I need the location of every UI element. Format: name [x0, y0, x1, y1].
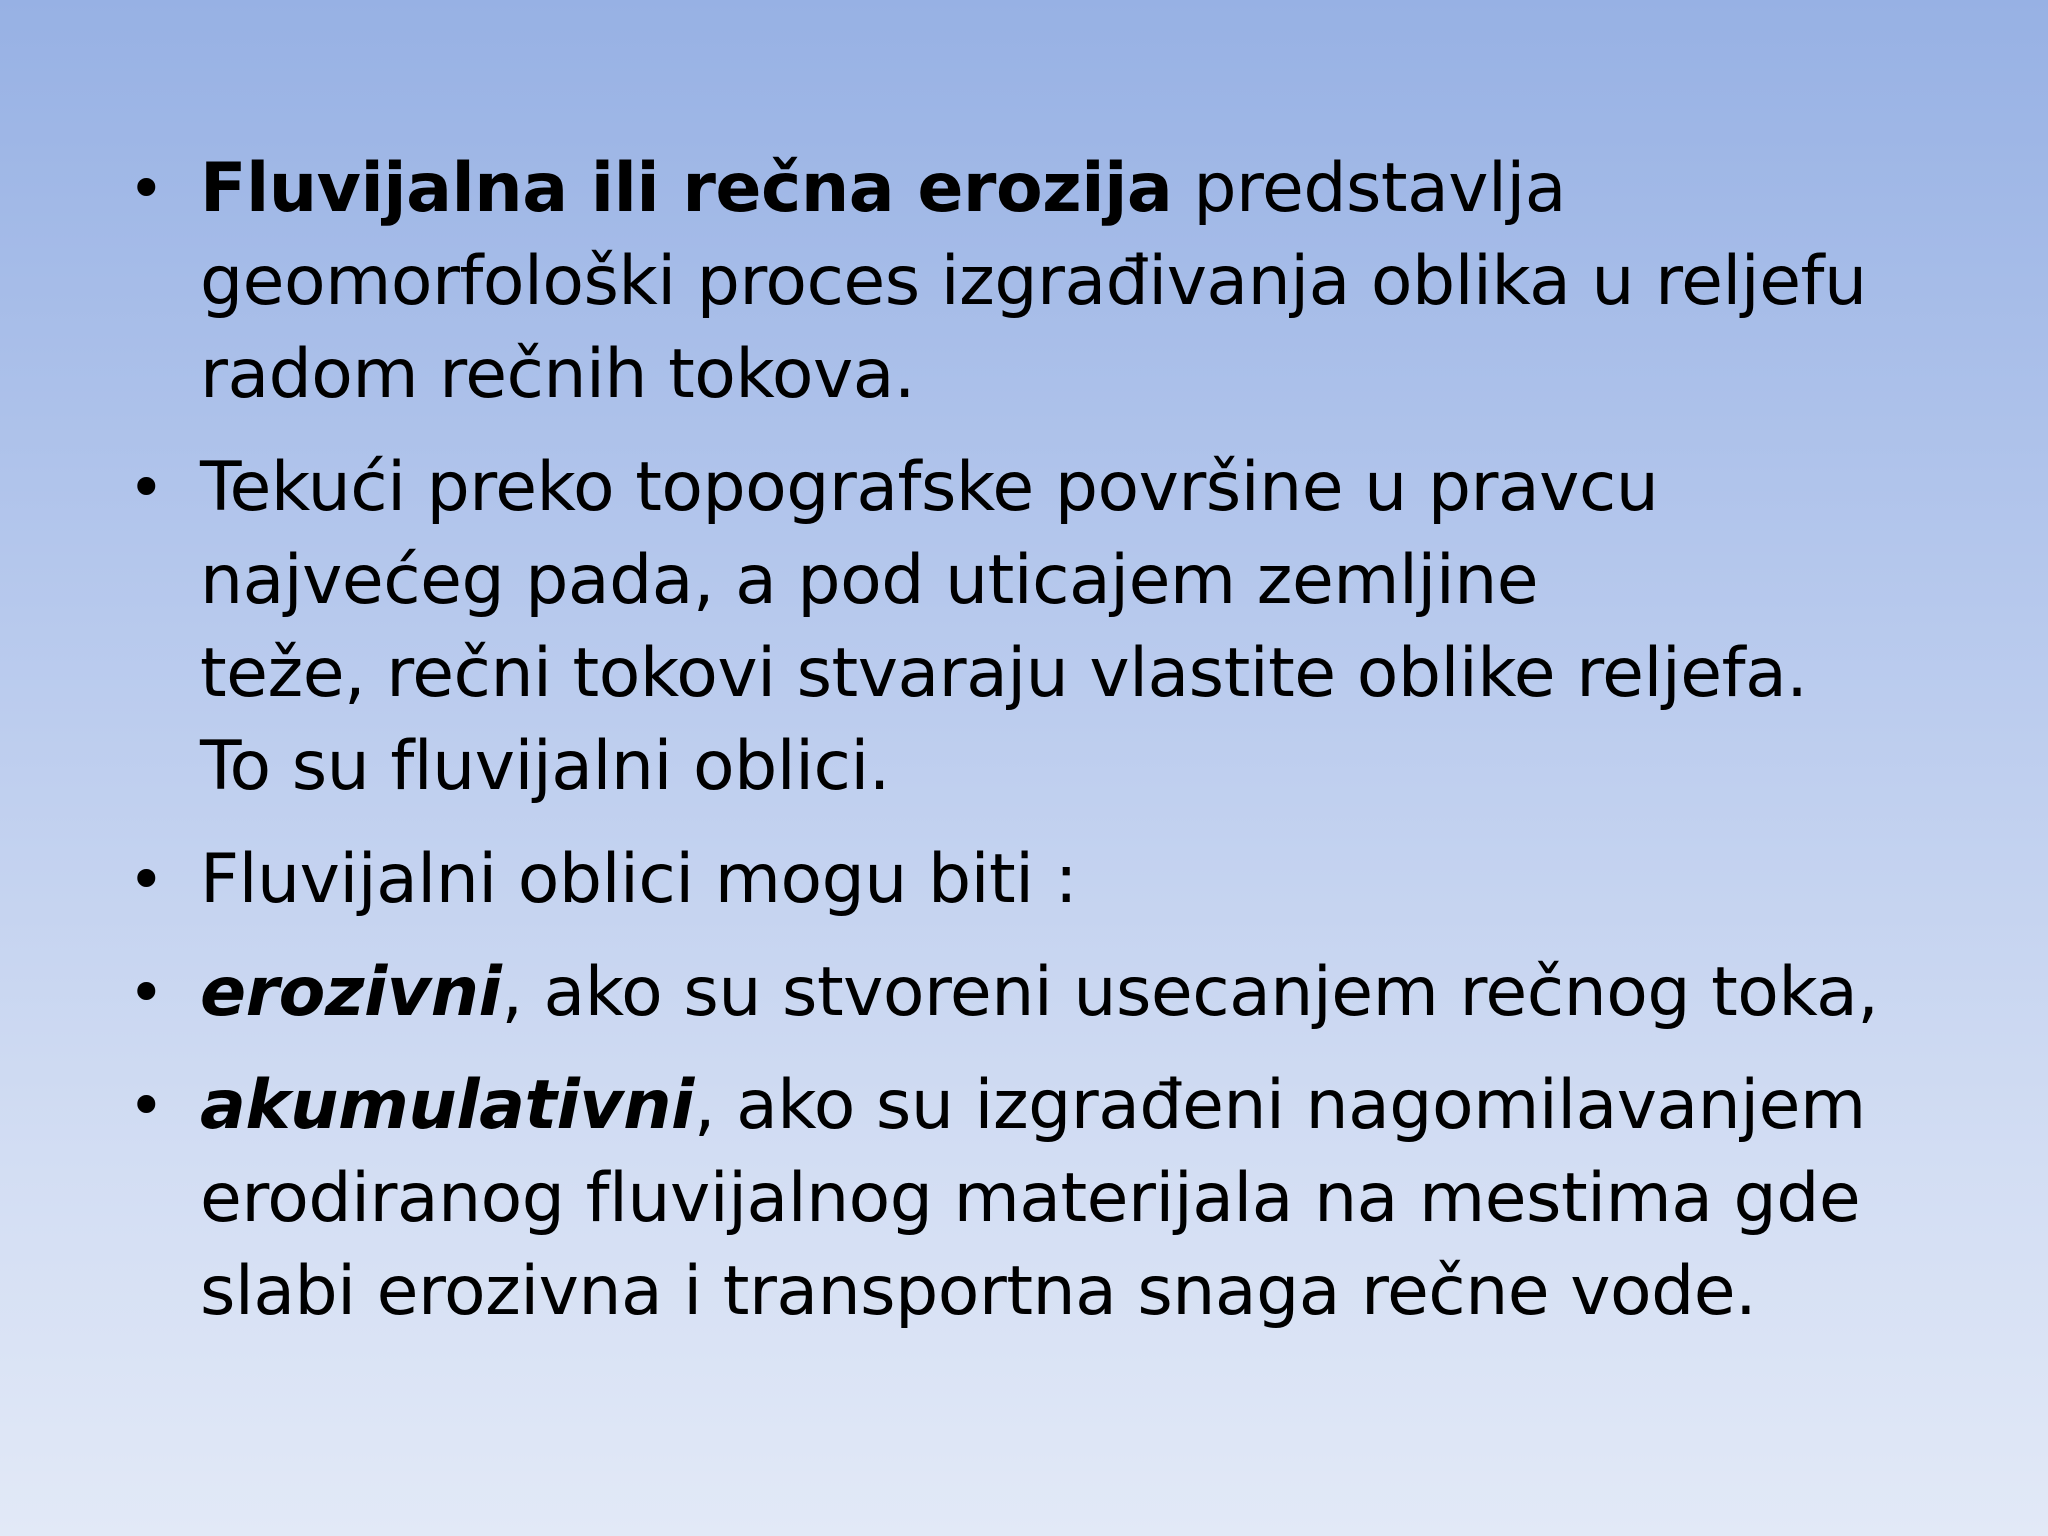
bullet-dot-icon: •: [128, 451, 165, 524]
bullet-list: [118, 142, 1968, 1358]
bullet-line: teže, rečni tokovi stvaraju vlastite oblike reljefa.: [200, 634, 1808, 713]
bullet-text: , ako su stvoreni usecanjem rečnog toka,: [501, 953, 1879, 1032]
bullet-line: Tekući preko topografske površine u pravcu: [200, 448, 1659, 527]
bold-italic-term: erozivni: [200, 953, 502, 1032]
bullet-text: , ako su izgrađeni nagomilavanjem: [693, 1066, 1866, 1145]
bullet-item-accumulative: [118, 1059, 1968, 1338]
bold-term: Fluvijalna ili rečna erozija: [200, 149, 1173, 228]
bullet-dot-icon: •: [128, 843, 165, 916]
bullet-item-fluvial-erosion: [118, 142, 1968, 421]
bold-italic-term: akumulativni: [200, 1066, 694, 1145]
bullet-line: erodiranog fluvijalnog materijala na mestima gde: [200, 1159, 1861, 1238]
bullet-line: radom rečnih tokova.: [200, 335, 915, 414]
bullet-item-fluvial-forms: [118, 833, 1968, 926]
bullet-line: [200, 946, 1968, 1039]
bullet-line: To su fluvijalni oblici.: [200, 727, 890, 806]
bullet-line: [200, 1059, 1968, 1152]
bullet-line: Fluvijalni oblici mogu biti :: [200, 840, 1078, 919]
bullet-dot-icon: •: [128, 956, 165, 1029]
bullet-item-erosive: [118, 946, 1968, 1039]
bullet-dot-icon: •: [128, 1069, 165, 1142]
bullet-text: predstavlja: [1172, 149, 1566, 228]
bullet-line: najvećeg pada, a pod uticajem zemljine: [200, 541, 1539, 620]
bullet-item-river-flow: [118, 441, 1968, 813]
bullet-line: [200, 142, 1968, 235]
bullet-line: slabi erozivna i transportna snaga rečne vode.: [200, 1252, 1757, 1331]
bullet-line: geomorfološki proces izgrađivanja oblika u reljefu: [200, 242, 1867, 321]
bullet-dot-icon: •: [128, 152, 165, 225]
